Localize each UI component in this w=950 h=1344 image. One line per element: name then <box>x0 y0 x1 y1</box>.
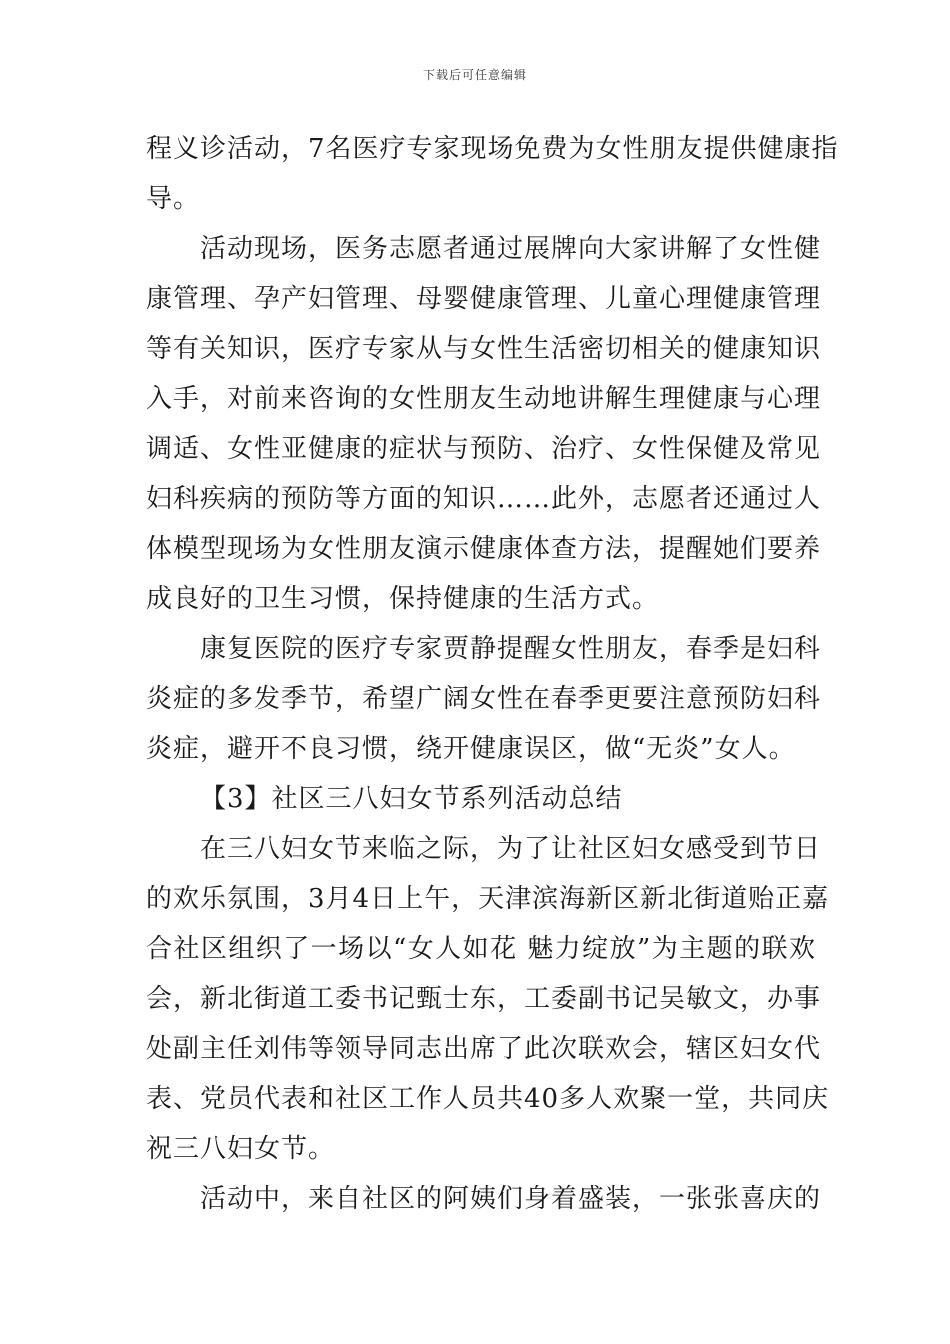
text-line: 妇科疾病的预防等方面的知识……此外，志愿者还通过人 <box>146 484 822 514</box>
text-line: 表、党员代表和社区工作人员共40多人欢聚一堂，共同庆 <box>146 1084 830 1114</box>
document-body <box>146 124 839 1224</box>
text-line: 体模型现场为女性朋友演示健康体查方法，提醒她们要养 <box>146 534 822 564</box>
text-line: 祝三八妇女节。 <box>146 1134 336 1164</box>
text-line: 在三八妇女节来临之际，为了让社区妇女感受到节日 <box>200 834 822 864</box>
text-line: 炎症，避开不良习惯，绕开健康误区，做“无炎”女人。 <box>146 734 796 764</box>
text-line: 处副主任刘伟等领导同志出席了此次联欢会，辖区妇女代 <box>146 1034 822 1064</box>
text-line: 导。 <box>146 184 201 214</box>
text-line: 康管理、孕产妇管理、母婴健康管理、儿童心理健康管理 <box>146 284 822 314</box>
text-line: 合社区组织了一场以“女人如花 魅力绽放”为主题的联欢 <box>146 934 816 964</box>
text-line: 的欢乐氛围，3月4日上午，天津滨海新区新北街道贻正嘉 <box>146 884 830 914</box>
text-line: 成良好的卫生习惯，保持健康的生活方式。 <box>146 584 660 614</box>
page-header-note: 下载后可任意编辑 <box>422 68 527 82</box>
text-line: 康复医院的医疗专家贾静提醒女性朋友，春季是妇科 <box>200 634 822 664</box>
text-line: 炎症的多发季节，希望广阔女性在春季更要注意预防妇科 <box>146 684 822 714</box>
text-line: 入手，对前来咨询的女性朋友生动地讲解生理健康与心理 <box>146 384 822 414</box>
text-line: 等有关知识，医疗专家从与女性生活密切相关的健康知识 <box>146 334 822 364</box>
text-line: 调适、女性亚健康的症状与预防、治疗、女性保健及常见 <box>146 434 822 464</box>
text-line: 【3】社区三八妇女节系列活动总结 <box>200 784 623 814</box>
text-line: 活动现场，医务志愿者通过展牌向大家讲解了女性健 <box>200 234 822 264</box>
text-line: 活动中，来自社区的阿姨们身着盛装，一张张喜庆的 <box>200 1184 822 1214</box>
text-line: 会，新北街道工委书记甄士东，工委副书记吴敏文，办事 <box>146 984 822 1014</box>
text-line: 程义诊活动，7名医疗专家现场免费为女性朋友提供健康指 <box>146 134 839 164</box>
